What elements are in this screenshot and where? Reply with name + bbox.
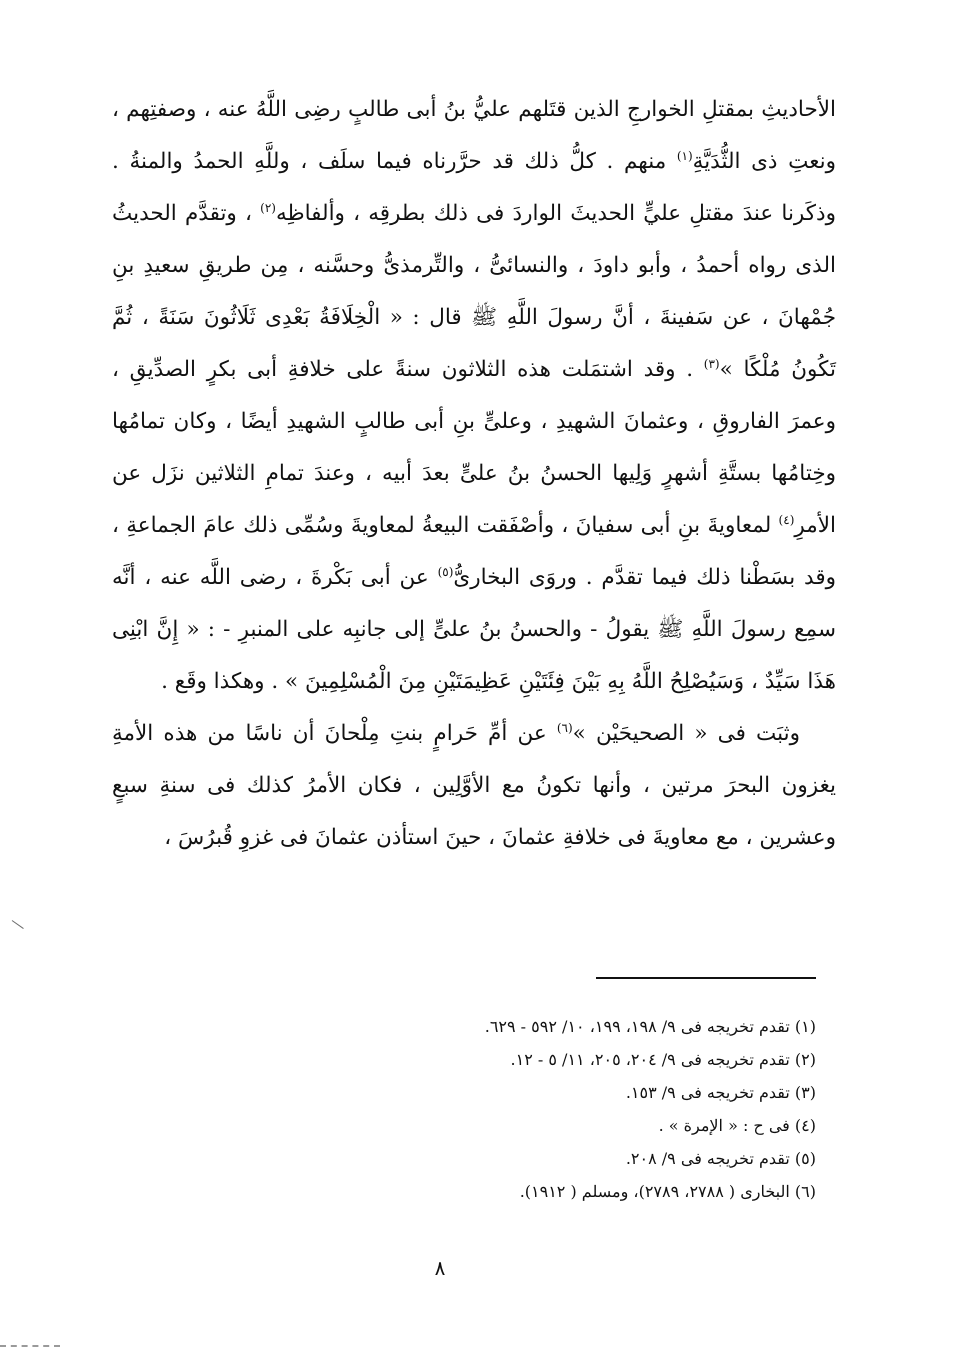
text-segment: وثبَت فى « الصحيحَيْن »	[572, 721, 800, 746]
footnote-4: (٤) فى ح : « الإمرة » .	[658, 1116, 816, 1135]
footnote-3: (٣) تقدم تخريجه فى ٩/ ١٥٣.	[625, 1083, 816, 1102]
page-number: ٨	[434, 1256, 446, 1280]
footnote-ref-3: (٣)	[703, 356, 720, 371]
text-segment: عن أبى بَكْرةَ ، رضى اللَّه عنه ، أنَّه سمِع رسولَ اللَّهِ ﷺ يقولُ - والحسنُ بنُ علىٍّ إلى جانبِه على المنبرِ - : « إِنَّ ابْنِى هَذَا سَيِّدٌ ، وَسَيُصْلِحُ اللَّهُ بِهِ بَيْنَ فِئَتَيْنِ عَظِيمَتَيْنِ مِنَ الْمُسْلِمِينَ » . وهكذا وقَع .	[112, 565, 836, 694]
text-segment: عن أمِّ حَرامٍ بنتِ مِلْحانَ أن ناسًا من هذه الأمةِ يغزون البحرَ مرتين ، وأنها تكونُ مع الأوَّلِين ، فكان الأمرُ كذلك فى سنةِ سبعٍ وعشرين ، مع معاويةَ فى خلافةِ عثمانَ ، حينَ استأذن عثمانَ فى غزوِ قُبرُسَ ،	[112, 721, 836, 850]
paragraph-2	[112, 708, 836, 864]
footnote-ref-6: (٦)	[556, 720, 573, 735]
main-text	[112, 84, 836, 864]
footnote-divider	[596, 977, 816, 979]
text-segment: ، وتقدَّم الحديثُ الذى رواه أحمدُ ، وأبو داودَ ، والنسائىُّ ، والتِّرمذىُّ وحسَّنه ، مِن طريقِ سعيدِ بنِ جُمْهانَ ، عن سَفينةَ ، أنَّ رسولَ اللَّهِ ﷺ قال : « الْخِلَافَةُ بَعْدِى ثَلَاثُونَ سَنَةً ، ثُمَّ تَكُونُ مُلْكًا »	[112, 201, 836, 382]
paragraph-1	[112, 84, 836, 708]
footnote-ref-4: (٤)	[778, 512, 795, 527]
footnote-ref-2: (٢)	[260, 200, 276, 215]
scan-mark	[12, 920, 24, 929]
text-segment: لمعاويةَ بنِ أبى سفيانَ ، وأصْفَقت البيعةُ لمعاويةَ وسُمِّى ذلك عامَ الجماعةِ ، وقد بسَطْنا ذلك فيما تقدَّم . وروَى البخارىُّ	[112, 513, 836, 590]
footnote-6: (٦) البخارى ( ٢٧٨٨، ٢٧٨٩)، ومسلم ( ١٩١٢).	[519, 1182, 816, 1201]
footnote-ref-5: (٥)	[437, 564, 454, 579]
text-segment: . وقد اشتمَلت هذه الثلاثون سنةً على خلافةِ أبى بكرٍ الصدِّيقِ ، وعمرَ الفاروقِ ، وعثمانَ الشهيدِ ، وعلىٍّ بنِ أبى طالبٍ الشهيدِ أيضًا ، وكان تمامُها وخِتامُها بستَّةِ أشهرٍ وَلِيها الحسنُ بنُ علىٍّ بعدَ أبيه ، وعندَ تمامِ الثلاثين نزَل عن الأمرِ	[112, 357, 836, 538]
text-segment: الأحاديثِ بمقتلِ الخوارجِ الذين قتَلهم عليُّ بنُ أبى طالبٍ رضِى اللَّهُ عنه ، وصفتِهم ، ونعتِ ذى الثُّدَيَّةِ	[112, 97, 836, 174]
footnote-5: (٥) تقدم تخريجه فى ٩/ ٢٠٨.	[625, 1149, 816, 1168]
footnote-1: (١) تقدم تخريجه فى ٩/ ١٩٨، ١٩٩، ١٠/ ٥٩٢ - ٦٢٩.	[484, 1017, 816, 1036]
scan-edge-dash	[0, 1345, 60, 1347]
footnote-ref-1: (١)	[676, 148, 693, 163]
footnote-2: (٢) تقدم تخريجه فى ٩/ ٢٠٤، ٢٠٥، ١١/ ٥ - ١٢.	[510, 1050, 816, 1069]
footnotes	[300, 1010, 816, 1208]
text-segment: منهم . كلُّ ذلك قد حرَّرناه فيما سلَف ، وللَّهِ الحمدُ والمنةُ . وذكَرنا عندَ مقتلِ عليٍّ الحديثَ الواردَ فى ذلك بطرقِه ، وألفاظِه	[112, 149, 836, 226]
